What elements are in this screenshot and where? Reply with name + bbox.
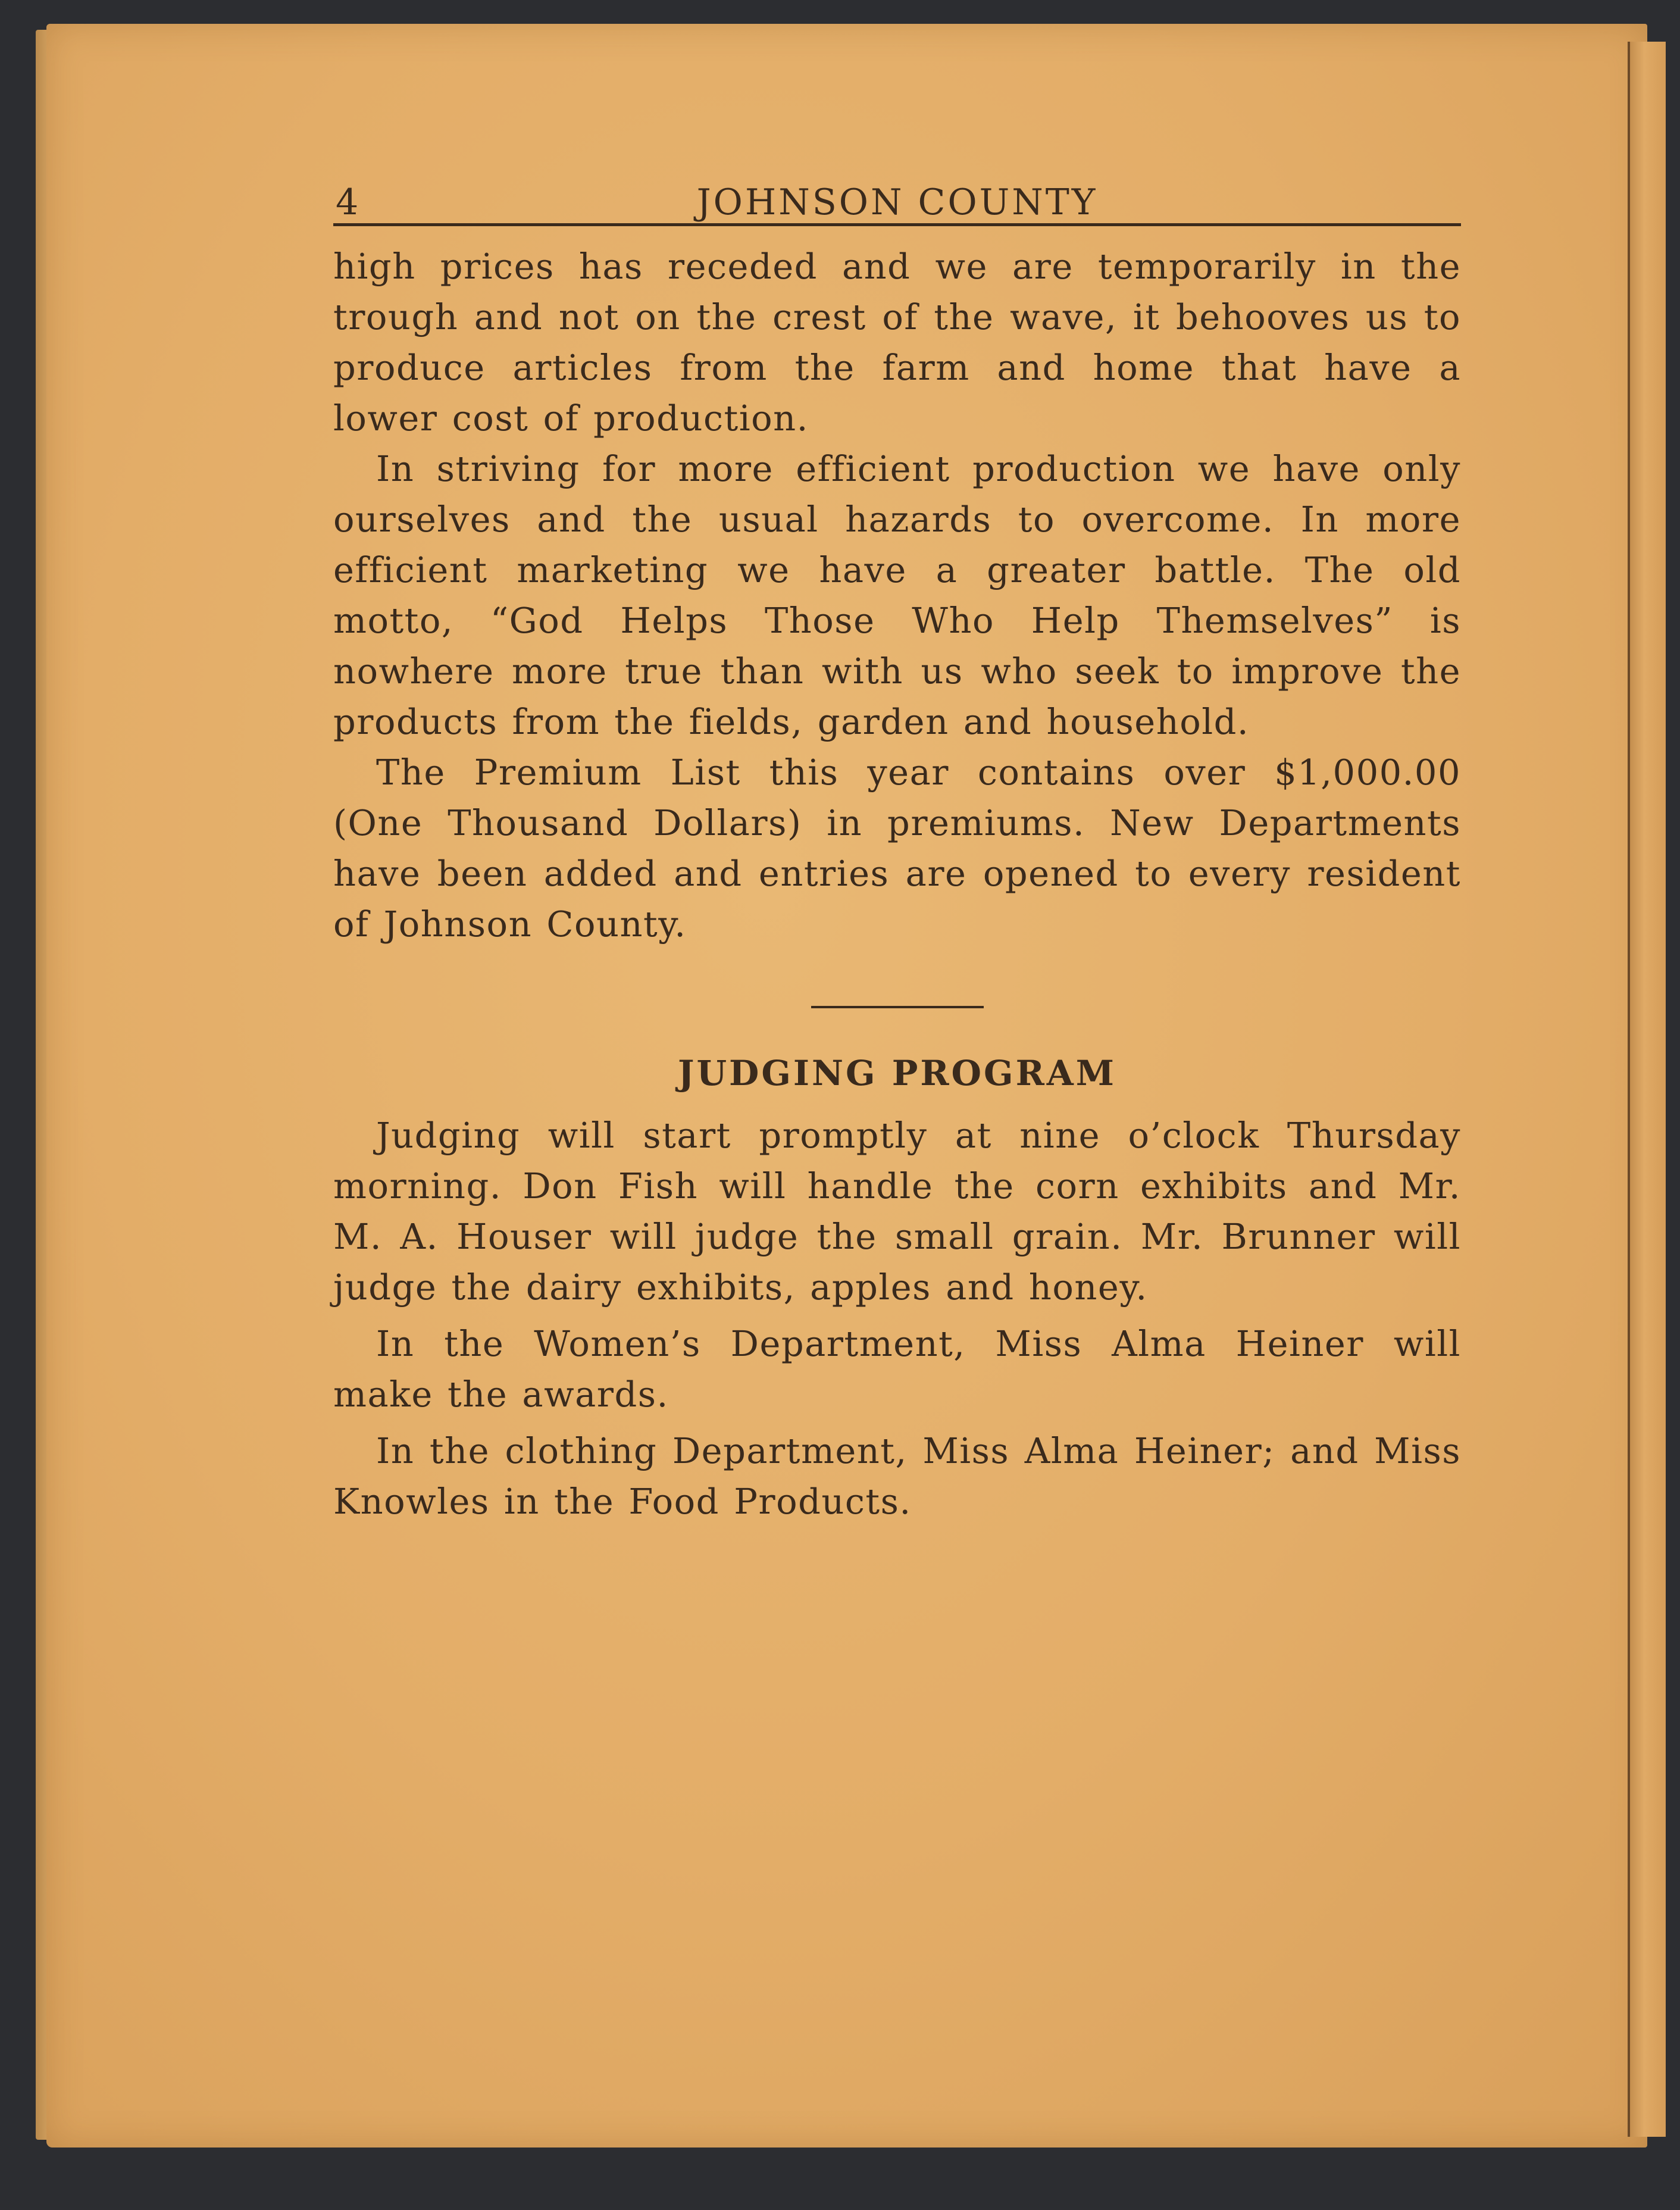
section-divider [811, 1006, 984, 1008]
judging-paragraph-2: In the Women’s Department, Miss Alma Heiner will make the awards. [333, 1323, 1461, 1415]
judging-paragraph-1: Judging will start promptly at nine o’clock Thursday morning. Don Fish will handle the corn exhibits and Mr. M. A. Houser will judge the small grain. Mr. Brunner will judge the dairy exhibits, apples and honey. [333, 1115, 1461, 1308]
intro-paragraph-3: The Premium List this year contains over $1,000.00 (One Thousand Dollars) in premiums. New Departments have been added and entries are opened to every resident of Johnson County. [333, 752, 1461, 945]
intro-paragraph-1: high prices has receded and we are temporarily in the trough and not on the crest of the wave, it behooves us to produce articles from the farm and home that have a lower cost of production. [333, 246, 1461, 439]
page-content [333, 170, 1461, 1527]
judging-program-heading: JUDGING PROGRAM [678, 1053, 1116, 1093]
page-number: 4 [336, 182, 361, 223]
running-head [333, 170, 1461, 226]
running-title: JOHNSON COUNTY [696, 182, 1098, 223]
facing-page-edge [1628, 42, 1666, 2137]
intro-paragraph-2: In striving for more efficient production we have only ourselves and the usual hazards to overcome. In more efficient marketing we have a greater battle. The old motto, “God Helps Those Who Help Themselves” is nowhere more true than with us who seek to improve the products from the fields, garden and household. [333, 448, 1461, 742]
judging-paragraph-3: In the clothing Department, Miss Alma Heiner; and Miss Knowles in the Food Products. [333, 1430, 1461, 1522]
